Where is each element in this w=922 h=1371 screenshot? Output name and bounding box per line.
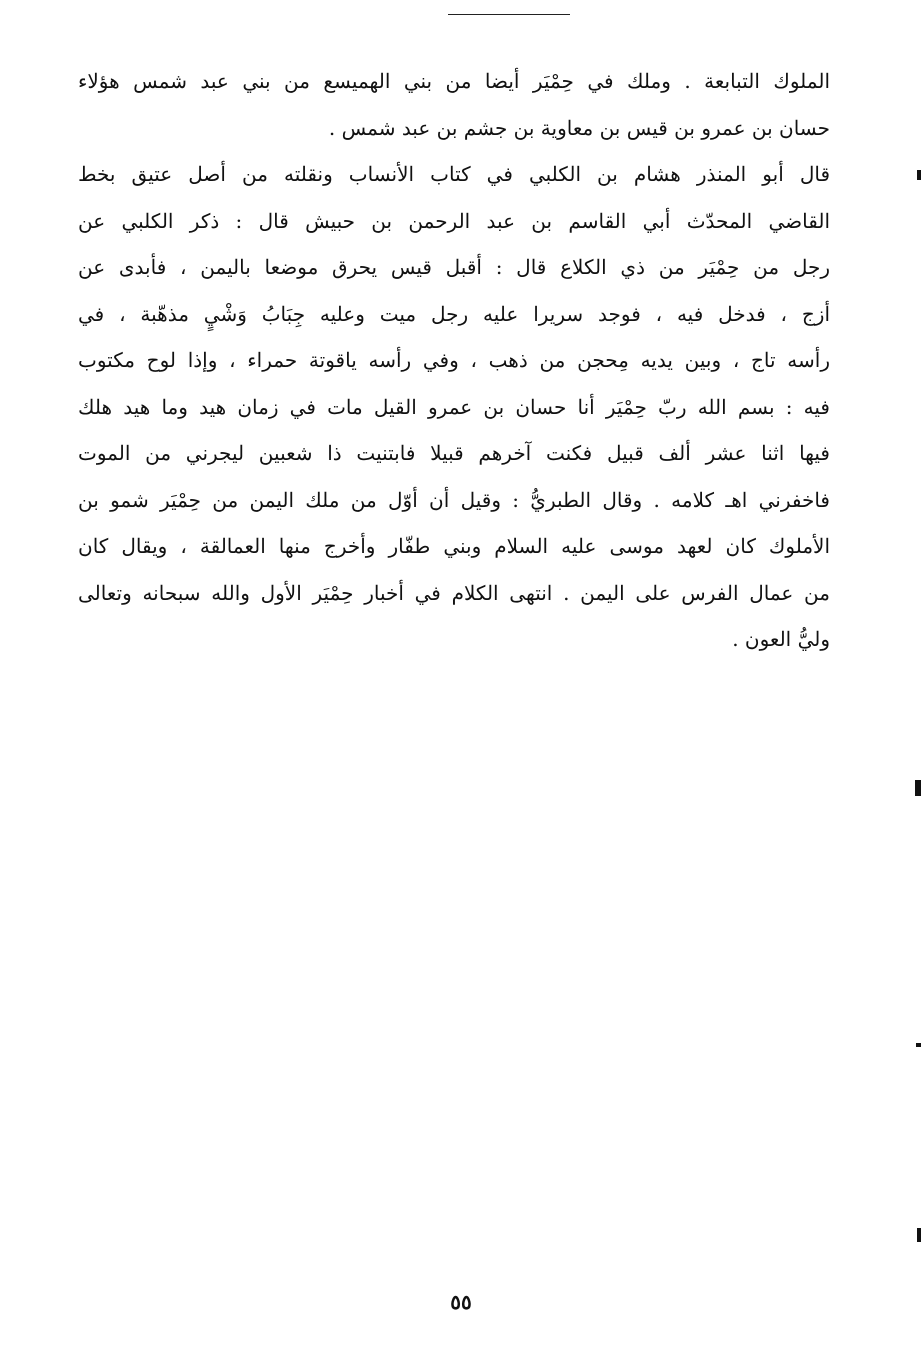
text-line: فيه : بسم الله ربّ حِمْيَر أنا حسان بن عمرو القيل مات في زمان هيد وما هيد هلك xyxy=(78,394,830,419)
text-line: أزج ، فدخل فيه ، فوجد سريرا عليه رجل ميت وعليه جِبَابُ وَشْيٍ مذهّبة ، في xyxy=(78,301,830,326)
page-number: ٥٥ xyxy=(450,1290,472,1314)
text-line: من عمال الفرس على اليمن . انتهى الكلام في أخبار حِمْيَر الأول والله سبحانه وتعالى xyxy=(78,580,830,605)
scan-edge-mark xyxy=(917,170,921,180)
text-line: وليُّ العون . xyxy=(732,627,830,651)
body-text xyxy=(78,58,830,663)
text-line: الأملوك كان لعهد موسى عليه السلام وبني طفّار وأخرج منها العمالقة ، ويقال كان xyxy=(78,534,830,558)
text-line: القاضي المحدّث أبي القاسم بن عبد الرحمن بن حبيش قال : ذكر الكلبي عن xyxy=(78,208,830,233)
text-line: الملوك التبابعة . وملك في حِمْيَر أيضا من بني الهميسع من بني عبد شمس هؤلاء xyxy=(78,69,830,93)
text-line: قال أبو المنذر هشام بن الكلبي في كتاب الأنساب ونقلته من أصل عتيق بخط xyxy=(78,162,830,186)
scan-edge-mark xyxy=(916,1043,921,1047)
text-line: رجل من حِمْيَر من ذي الكلاع قال : أقبل قيس يحرق موضعا باليمن ، فأبدى عن xyxy=(78,255,830,279)
text-line: حسان بن عمرو بن قيس بن معاوية بن جشم بن عبد شمس . xyxy=(328,115,830,140)
text-line: فيها اثنا عشر ألف قبيل فكنت آخرهم قبيلا فابتنيت ذا شعبين ليجرني من الموت xyxy=(78,441,830,465)
scan-edge-mark xyxy=(915,780,921,796)
text-line: رأسه تاج ، وبين يديه مِحجن من ذهب ، وفي رأسه ياقوتة حمراء ، وإذا لوح مكتوب xyxy=(78,348,830,372)
header-rule xyxy=(448,14,570,15)
text-line: فاخفرني اهـ كلامه . وقال الطبريُّ : وقيل أن أوّل من ملك اليمن من حِمْيَر شمو بن xyxy=(78,487,830,512)
scan-edge-mark xyxy=(917,1228,921,1242)
